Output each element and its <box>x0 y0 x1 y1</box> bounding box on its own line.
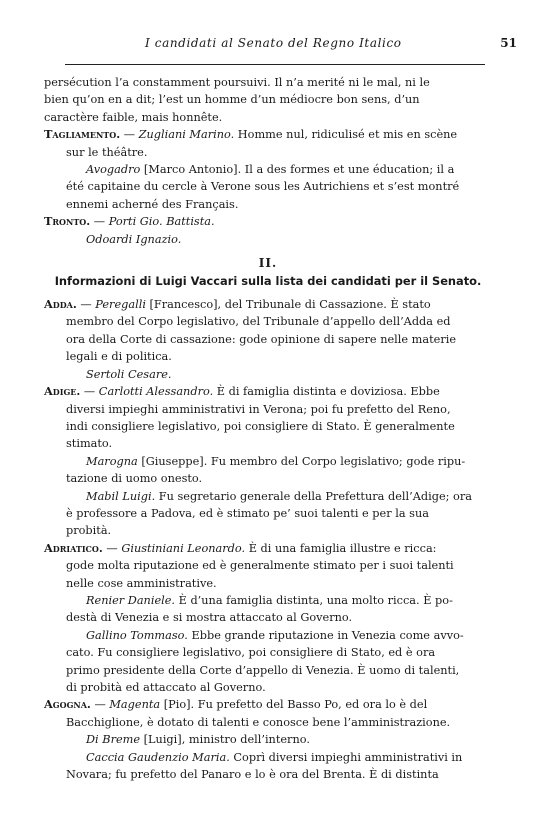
entry-adriatico <box>44 540 492 592</box>
text-line: bien qu’on en a dit; l’est un homme d’un médiocre bon sens, d’un <box>44 93 420 107</box>
text-line: destà di Venezia e si mostra attaccato al Governo. <box>66 611 353 625</box>
department-name: Adda. <box>44 297 77 312</box>
department-name: Adige. <box>44 384 81 399</box>
candidate-name: Zugliani Marino. <box>138 128 235 142</box>
entry-text: [Pio]. Fu prefetto del Basso Po, ed ora lo è del <box>160 698 428 712</box>
text-line <box>44 366 492 383</box>
text-line <box>44 453 492 470</box>
entry-breme <box>44 731 492 748</box>
candidate-name: Di Breme <box>86 733 141 747</box>
entry-gallino <box>44 627 492 697</box>
text-line <box>44 592 492 609</box>
candidate-name: Porti Gio. Battista. <box>108 215 215 229</box>
candidate-name: Giustiniani Leonardo. <box>121 541 246 555</box>
dash: — <box>102 541 122 555</box>
dash: — <box>80 385 99 399</box>
page-body <box>44 74 492 783</box>
entry-text: [Francesco], del Tribunale di Cassazione. È stato <box>145 298 431 312</box>
text-line <box>44 296 492 313</box>
dash: — <box>76 298 96 312</box>
candidate-name: Peregalli <box>95 298 146 312</box>
candidate-name: Sertoli Cesare. <box>86 367 172 381</box>
text-line: persécution l’a constamment poursuivi. Il n’a merité ni le mal, ni le <box>44 76 430 89</box>
entry-renier <box>44 592 492 627</box>
text-line: nelle cose amministrative. <box>66 576 217 590</box>
candidate-name: Odoardi Ignazio. <box>86 232 182 246</box>
text-line: membro del Corpo legislativo, del Tribunale d’appello dell’Adda ed <box>66 315 451 329</box>
text-line <box>44 540 492 557</box>
entry-adige <box>44 383 492 453</box>
text-line: probità. <box>66 524 112 538</box>
entry-text: Fu segretario generale della Prefettura dell’Adige; ora <box>155 489 472 503</box>
text-line: caractère faible, mais honnête. <box>44 110 223 124</box>
candidate-name: Caccia Gaudenzio Maria. <box>86 750 230 764</box>
text-line: legali e di politica. <box>66 350 172 364</box>
candidate-name: Carlotti Alessandro. <box>98 385 214 399</box>
department-name: Tagliamento. <box>44 127 121 142</box>
entry-marogna <box>44 453 492 488</box>
entry-text: [Marco Antonio]. Il a des formes et une éducation; il a <box>140 163 455 177</box>
page-header <box>40 36 517 52</box>
text-line: gode molta riputazione ed è generalmente stimato per i suoi talenti <box>66 559 454 573</box>
department-name: Agogna. <box>44 697 91 712</box>
candidate-name: Renier Daniele. <box>86 593 176 607</box>
entry-tagliamento <box>44 126 492 161</box>
entry-text: Ebbe grande riputazione in Venezia come avvo- <box>187 628 464 642</box>
department-name: Adriatico. <box>44 540 103 555</box>
entry-text: [Giuseppe]. Fu membro del Corpo legislativo; gode ripu- <box>137 454 466 468</box>
entry-text: [Luigi], ministro dell’interno. <box>140 733 310 747</box>
text-line <box>44 231 492 248</box>
text-line: primo presidente della Corte d’appello di Venezia. È uomo di talenti, <box>66 663 460 677</box>
text-line: cato. Fu consigliere legislativo, poi consigliere di Stato, ed è ora <box>66 646 436 660</box>
entry-text: È di famiglia distinta e doviziosa. Ebbe <box>213 385 440 399</box>
entry-caccia <box>44 749 492 784</box>
text-line <box>44 126 492 143</box>
text-line: ennemi acherné des Français. <box>66 197 239 211</box>
text-line: di probità ed attaccato al Governo. <box>66 681 266 694</box>
text-line <box>44 749 492 766</box>
text-line: Novara; fu prefetto del Panaro e lo è ora del Brenta. È di distinta <box>66 768 439 782</box>
page-number: 51 <box>500 36 517 50</box>
text-line: indi consigliere legislativo, poi consigliere di Stato. È generalmente <box>66 419 455 433</box>
entry-text: Coprì diversi impieghi amministrativi in <box>229 750 463 764</box>
text-line <box>44 213 492 230</box>
intro-paragraph <box>44 74 492 126</box>
text-line: ora della Corte di cassazione: gode opinione di sapere nelle materie <box>66 332 457 346</box>
running-title: I candidati al Senato del Regno Italico <box>145 36 402 50</box>
text-line: Bacchiglione, è dotato di talenti e conosce bene l’amministrazione. <box>66 715 451 729</box>
candidate-name: Marogna <box>86 454 138 468</box>
candidate-name: Avogadro <box>86 163 141 177</box>
text-line <box>44 383 492 400</box>
text-line: sur le théâtre. <box>66 145 148 159</box>
entry-text: È d’una famiglia distinta, una molto ricca. È po- <box>175 593 453 607</box>
entry-tronto <box>44 213 492 248</box>
dash: — <box>90 215 109 229</box>
candidate-name: Magenta <box>109 698 161 712</box>
text-line <box>44 731 492 748</box>
text-line: diversi impieghi amministrativi in Verona; poi fu prefetto del Reno, <box>66 402 451 416</box>
text-line: stimato. <box>66 437 113 451</box>
candidate-name: Mabil Luigi. <box>86 489 156 503</box>
text-line: è professore a Padova, ed è stimato pe’ suoi talenti e per la sua <box>66 506 429 520</box>
header-rule <box>65 64 485 65</box>
text-line <box>44 696 492 713</box>
text-line: tazione di uomo onesto. <box>66 472 203 486</box>
section-number: II. <box>258 256 278 271</box>
entry-mabil <box>44 488 492 540</box>
entry-agogna <box>44 696 492 731</box>
entry-adda <box>44 296 492 383</box>
entry-text: Homme nul, ridiculisé et mis en scène <box>234 128 458 142</box>
text-line <box>44 488 492 505</box>
text-line <box>44 161 492 178</box>
entry-avogadro <box>44 161 492 213</box>
dash: — <box>120 128 139 142</box>
text-line: été capitaine du cercle à Verone sous les Autrichiens et s’est montré <box>66 180 460 194</box>
section-title: Informazioni di Luigi Vaccari sulla lista dei candidati per il Senato. <box>54 274 482 289</box>
department-name: Tronto. <box>44 214 91 229</box>
candidate-name: Gallino Tommaso. <box>86 628 188 642</box>
dash: — <box>90 698 110 712</box>
text-line <box>44 627 492 644</box>
entry-text: È di una famiglia illustre e ricca: <box>245 541 437 555</box>
